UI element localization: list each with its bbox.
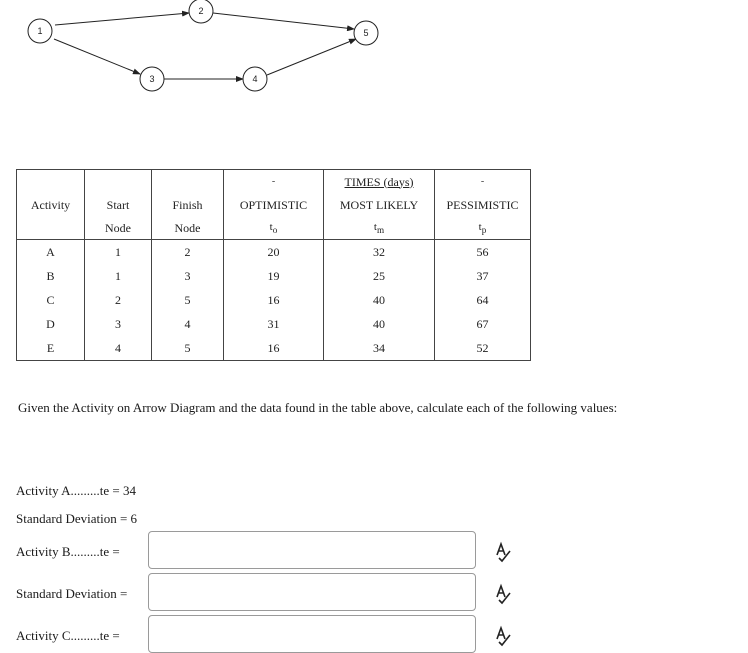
table-row — [17, 264, 531, 288]
table-header-row-2 — [17, 194, 531, 217]
cell-optimistic: 16 — [224, 288, 324, 312]
cell-finish: 3 — [152, 264, 224, 288]
instruction-text: Given the Activity on Arrow Diagram and the data found in the table above, calculate each of the following values: — [18, 400, 618, 415]
cell-most-likely: 40 — [324, 288, 435, 312]
node-5 — [354, 21, 378, 45]
cell-most-likely: 40 — [324, 312, 435, 336]
svg-text:2: 2 — [198, 6, 204, 16]
cell-activity: A — [17, 240, 85, 265]
col-finish-header: Finish — [152, 194, 224, 217]
activity-on-arrow-diagram — [0, 0, 748, 165]
cell-finish: 5 — [152, 336, 224, 361]
col-start-header: Start — [85, 194, 152, 217]
cell-start: 3 — [85, 312, 152, 336]
cell-activity: D — [17, 312, 85, 336]
activity-b-te-input[interactable] — [148, 531, 476, 569]
cell-activity: E — [17, 336, 85, 361]
activity-times-table — [16, 169, 531, 361]
cell-optimistic: 31 — [224, 312, 324, 336]
svg-text:4: 4 — [252, 74, 258, 84]
symbol-to: $t_o$ — [224, 217, 324, 240]
symbol-tm: $t_m$ — [324, 217, 435, 240]
cell-pessimistic: 52 — [435, 336, 531, 361]
node-3 — [140, 67, 164, 91]
activity-b-sd-label: Standard Deviation = — [16, 586, 128, 601]
cell-most-likely: 32 — [324, 240, 435, 265]
col-optimistic-header: OPTIMISTIC — [224, 194, 324, 217]
table-row — [17, 312, 531, 336]
cell-pessimistic: 37 — [435, 264, 531, 288]
col-activity-header: Activity — [17, 194, 85, 217]
activity-b-te-label: Activity B.........te = — [16, 544, 120, 559]
arrow-2-5 — [213, 13, 354, 29]
activity-a-sd-text: Standard Deviation = 6 — [16, 511, 138, 526]
col-most-likely-header: MOST LIKELY — [324, 194, 435, 217]
activity-b-sd-input[interactable] — [148, 573, 476, 611]
table-row — [17, 240, 531, 265]
cell-optimistic: 19 — [224, 264, 324, 288]
svg-text:3: 3 — [149, 74, 155, 84]
cell-start: 1 — [85, 264, 152, 288]
table-row — [17, 288, 531, 312]
svg-text:1: 1 — [37, 26, 43, 36]
activity-c-te-input[interactable] — [148, 615, 476, 653]
arrow-4-5 — [267, 39, 356, 75]
cell-finish: 5 — [152, 288, 224, 312]
cell-activity: C — [17, 288, 85, 312]
cell-most-likely: 34 — [324, 336, 435, 361]
col-pessimistic-header: PESSIMISTIC — [435, 194, 531, 217]
svg-text:5: 5 — [363, 28, 369, 38]
times-days-header: TIMES (days) — [344, 174, 414, 189]
symbol-tp: $t_p$ — [435, 217, 531, 240]
cell-pessimistic: 67 — [435, 312, 531, 336]
activity-a-te-text: Activity A.........te = 34 — [16, 483, 136, 498]
col-finish-node: Node — [152, 217, 224, 240]
cell-start: 4 — [85, 336, 152, 361]
cell-start: 1 — [85, 240, 152, 265]
cell-activity: B — [17, 264, 85, 288]
cell-pessimistic: 64 — [435, 288, 531, 312]
cell-optimistic: 20 — [224, 240, 324, 265]
arrow-1-3 — [54, 39, 140, 74]
arrow-1-2 — [55, 13, 189, 25]
cell-start: 2 — [85, 288, 152, 312]
table-row — [17, 336, 531, 361]
table-header-row-3 — [17, 217, 531, 240]
cell-finish: 2 — [152, 240, 224, 265]
spellcheck-icon[interactable] — [492, 583, 514, 605]
col-start-node: Node — [85, 217, 152, 240]
cell-finish: 4 — [152, 312, 224, 336]
table-header-row-1: - TIMES (days) - — [17, 170, 531, 195]
node-2 — [189, 0, 213, 23]
cell-optimistic: 16 — [224, 336, 324, 361]
spellcheck-icon[interactable] — [492, 625, 514, 647]
cell-most-likely: 25 — [324, 264, 435, 288]
spellcheck-icon[interactable] — [492, 541, 514, 563]
activity-c-te-label: Activity C.........te = — [16, 628, 120, 643]
cell-pessimistic: 56 — [435, 240, 531, 265]
node-1 — [28, 19, 52, 43]
node-4 — [243, 67, 267, 91]
